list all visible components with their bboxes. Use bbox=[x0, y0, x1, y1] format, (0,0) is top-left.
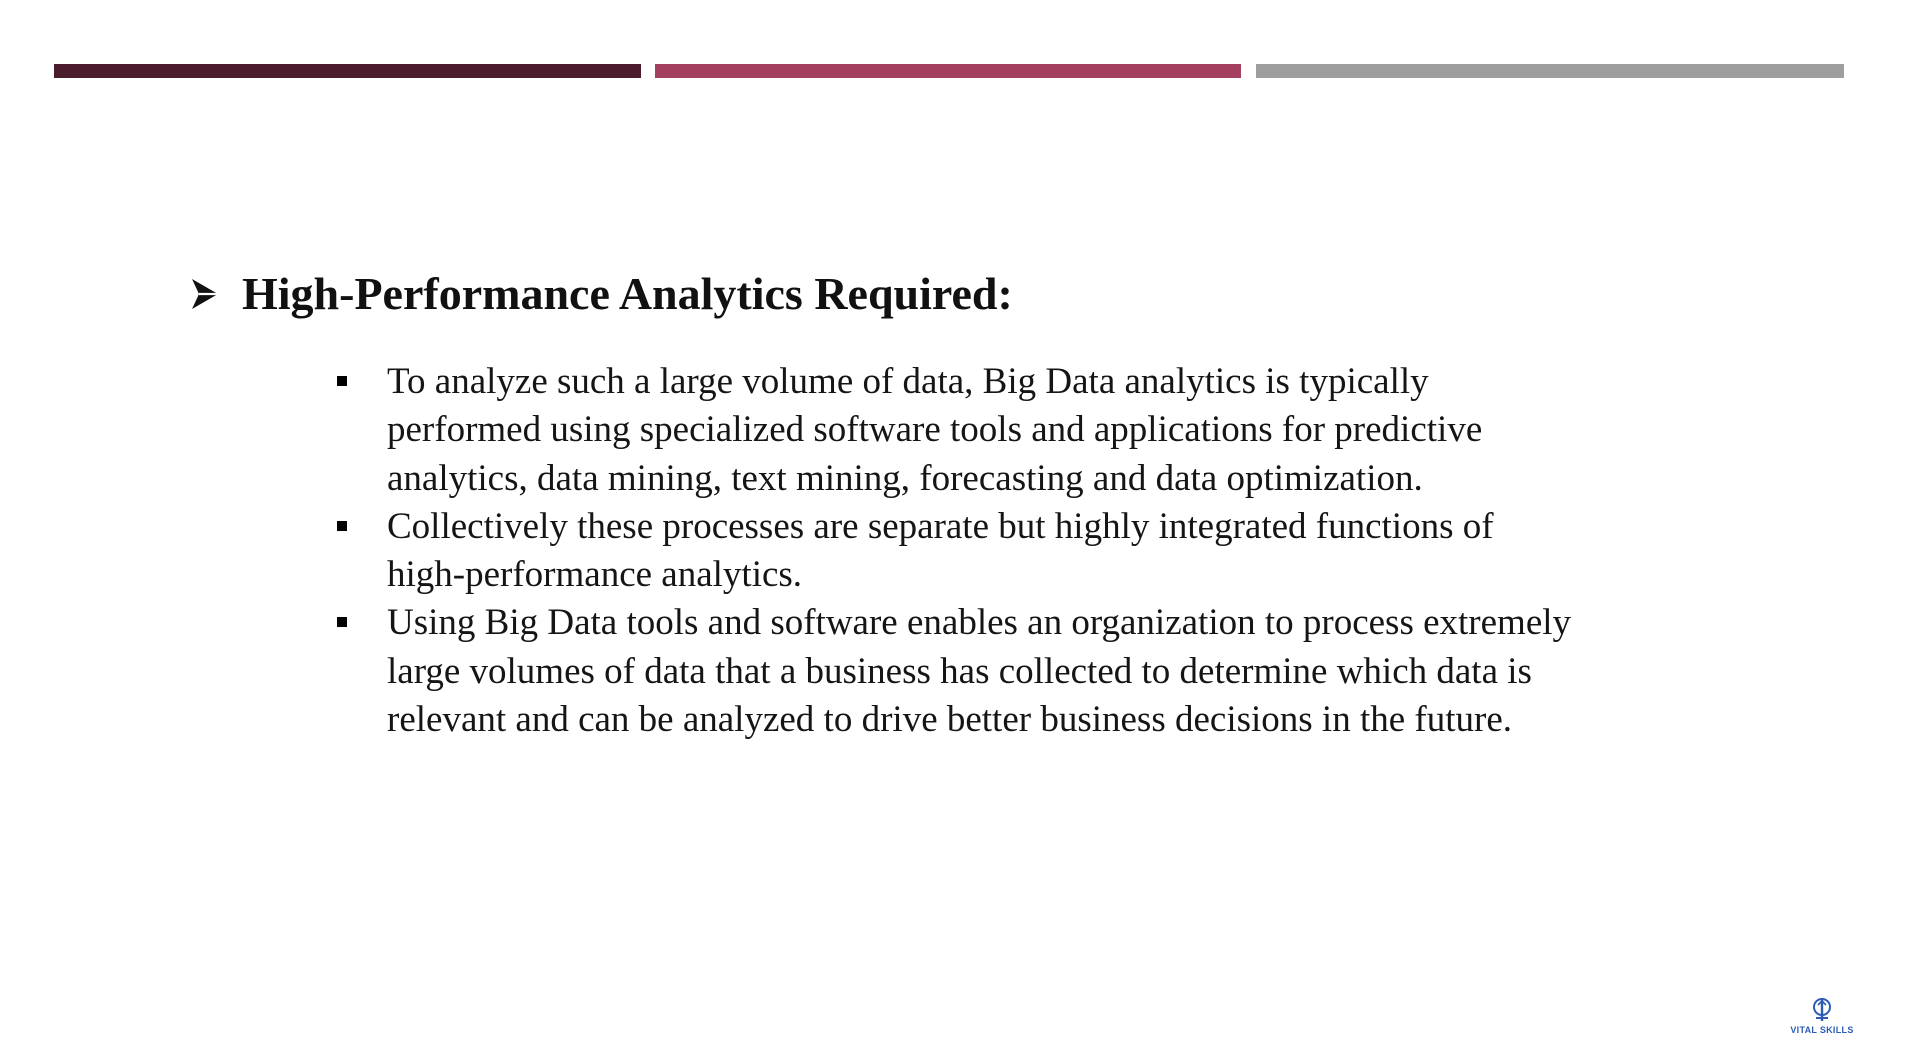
bullet-item bbox=[330, 503, 1670, 600]
square-bullet-icon bbox=[337, 521, 347, 531]
vital-skills-logo-icon bbox=[1809, 996, 1835, 1024]
bullet-line: performed using specialized software tools and applications for predictive bbox=[387, 409, 1483, 451]
square-bullet-icon bbox=[337, 376, 347, 386]
bullet-item bbox=[330, 599, 1670, 744]
bullet-list bbox=[330, 358, 1670, 744]
slide-heading bbox=[190, 264, 1013, 324]
square-bullet-icon bbox=[337, 617, 347, 627]
slide-heading-text: High-Performance Analytics Required: bbox=[242, 268, 1013, 319]
header-bar-dark bbox=[54, 64, 641, 78]
bullet-line: Collectively these processes are separate but highly integrated functions of bbox=[387, 505, 1494, 547]
bullet-line: high-performance analytics. bbox=[387, 554, 803, 596]
vital-skills-logo bbox=[1786, 996, 1858, 1040]
bullet-line: Using Big Data tools and software enables an organization to process extremely bbox=[387, 602, 1572, 644]
bullet-line: relevant and can be analyzed to drive better business decisions in the future. bbox=[387, 699, 1513, 741]
header-bar-rose bbox=[655, 64, 1241, 78]
bullet-line: large volumes of data that a business has collected to determine which data is bbox=[387, 650, 1532, 692]
header-bar-gray bbox=[1256, 64, 1844, 78]
bullet-line: To analyze such a large volume of data, Big Data analytics is typically bbox=[387, 361, 1429, 402]
bullet-line: analytics, data mining, text mining, forecasting and data optimization. bbox=[387, 457, 1423, 499]
logo-text: VITAL SKILLS bbox=[1790, 1025, 1854, 1035]
arrow-bullet-icon bbox=[190, 277, 220, 311]
bullet-item bbox=[330, 358, 1670, 503]
